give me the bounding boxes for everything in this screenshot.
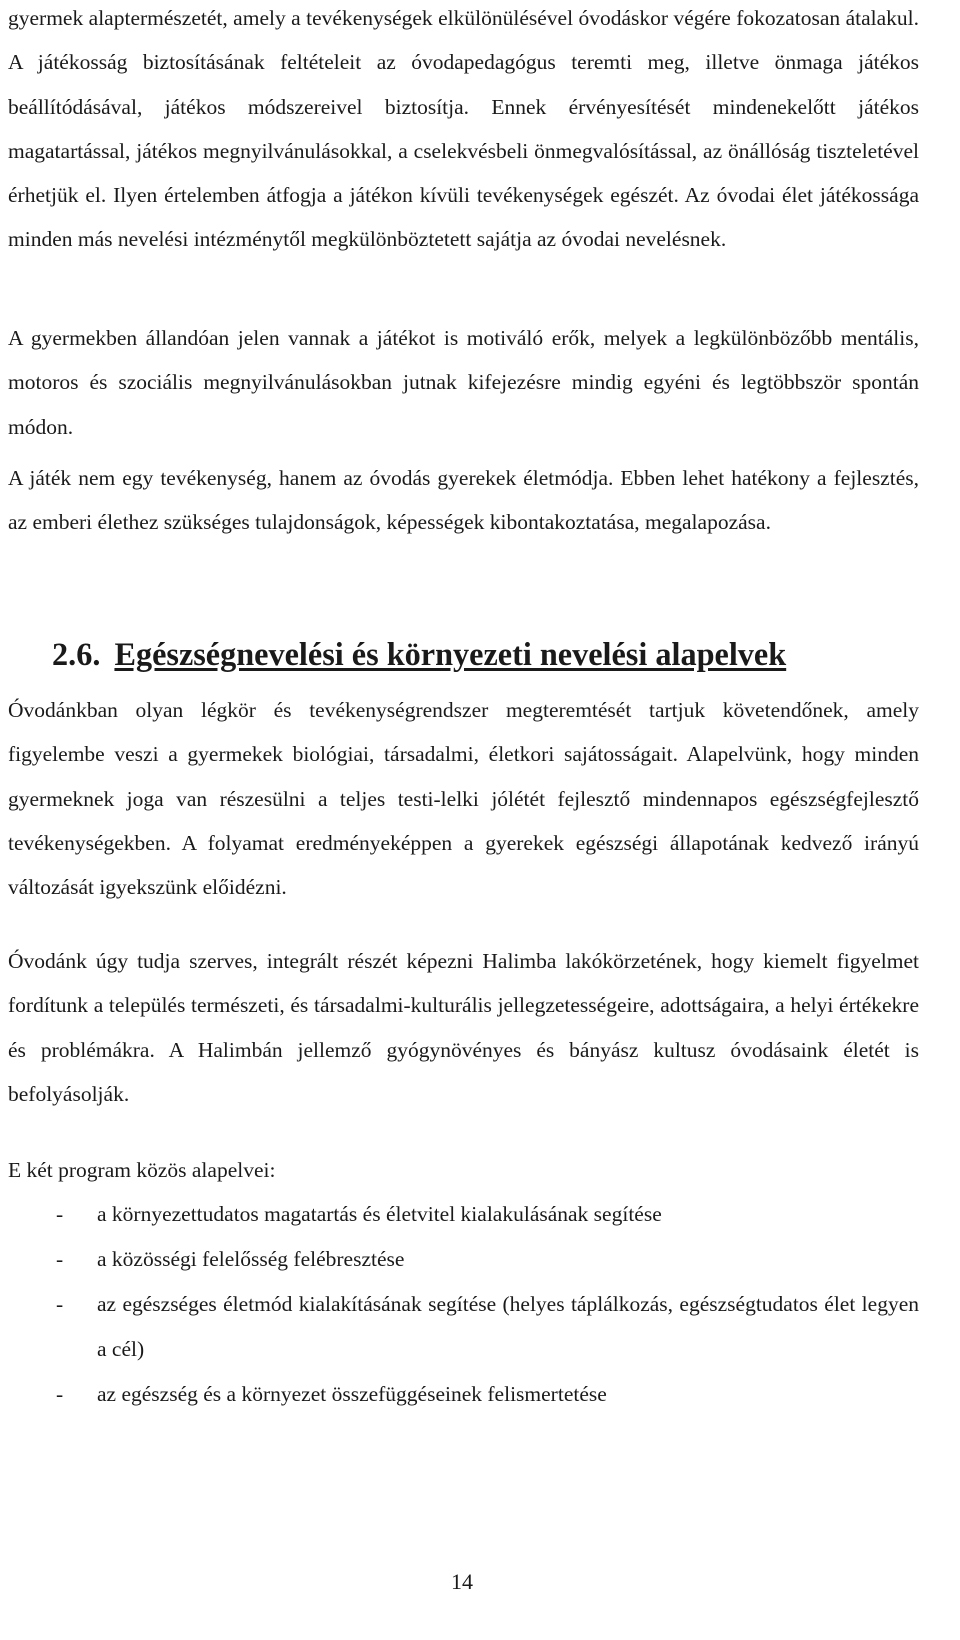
list-bullet: -: [56, 1247, 64, 1271]
paragraph-health-atmosphere: Óvodánkban olyan légkör és tevékenységrendszer megteremtését tartjuk követendőnek, amely figyelembe veszi a gyermekek biológiai, társadalmi, életkori sajátosságait. Alapelvünk, hogy minden gyermeknek joga van részesülni a teljes testi-lelki jólétét fejlesztő mindennapos egészségfejlesztő tevékenységekben. A folyamat eredményeképpen a gyerekek egészségi állapotának kedvező irányú változását igyekszünk előidézni.: [8, 698, 919, 900]
list-item-text: az egészség és a környezet összefüggéseinek felismertetése: [97, 1382, 607, 1406]
list-item: [8, 1237, 919, 1282]
list-bullet: -: [56, 1382, 64, 1406]
page-number: 14: [451, 1569, 473, 1594]
section-heading: [52, 632, 786, 676]
list-item: [8, 1282, 919, 1372]
paragraph-motivating-forces: A gyermekben állandóan jelen vannak a játékot is motiváló erők, melyek a legkülönbözőbb mentális, motoros és szociális megnyilvánulásokban jutnak kifejezésre mindig egyéni és legtöbbször spontán módon.: [8, 326, 919, 439]
paragraph-local-environment: Óvodánk úgy tudja szerves, integrált részét képezni Halimba lakókörzetének, hogy kiemelt figyelmet fordítunk a település természeti, és társadalmi-kulturális jellegzetességeire, adottságaira, a helyi értékekre és problémákra. A Halimbán jellemző gyógynövényes és bányász kultusz óvodásaink életét is befolyásolják.: [8, 949, 919, 1106]
list-item-text: a környezettudatos magatartás és életvitel kialakulásának segítése: [97, 1202, 662, 1226]
section-title: Egészségnevelési és környezeti nevelési alapelvek: [114, 636, 787, 672]
paragraph-play-nature: gyermek alaptermészetét, amely a tevékenységek elkülönülésével óvodáskor végére fokozatosan átalakul. A játékosság biztosításának feltételeit az óvodapedagógus teremti meg, illetve önmaga játékos beállítódásával, játékos módszereivel biztosítja. Ennek érvényesítését mindenekelőtt játékos magatartással, játékos megnyilvánulásokkal, a cselekvésbeli önmegvalósítással, az önállóság tiszteletével érhetjük el. Ilyen értelemben átfogja a játékon kívüli tevékenységek egészét. Az óvodai élet játékossága minden más nevelési intézménytől megkülönböztetett sajátja az óvodai nevelésnek.: [8, 6, 919, 252]
list-bullet: -: [56, 1292, 64, 1316]
list-item: [8, 1372, 919, 1417]
principles-list: [8, 1192, 919, 1417]
section-number: 2.6.: [52, 636, 101, 672]
list-item-text: az egészséges életmód kialakításának segítése (helyes táplálkozás, egészségtudatos élet legyen a cél): [97, 1292, 919, 1361]
list-item: [8, 1192, 919, 1237]
paragraph-play-lifestyle: A játék nem egy tevékenység, hanem az óvodás gyerekek életmódja. Ebben lehet hatékony a fejlesztés, az emberi élethez szükséges tulajdonságok, képességek kibontakoztatása, megalapozása.: [8, 466, 919, 535]
paragraph-common-principles-intro: E két program közös alapelvei:: [8, 1158, 276, 1182]
list-bullet: -: [56, 1202, 64, 1226]
list-item-text: a közösségi felelősség felébresztése: [97, 1247, 405, 1271]
